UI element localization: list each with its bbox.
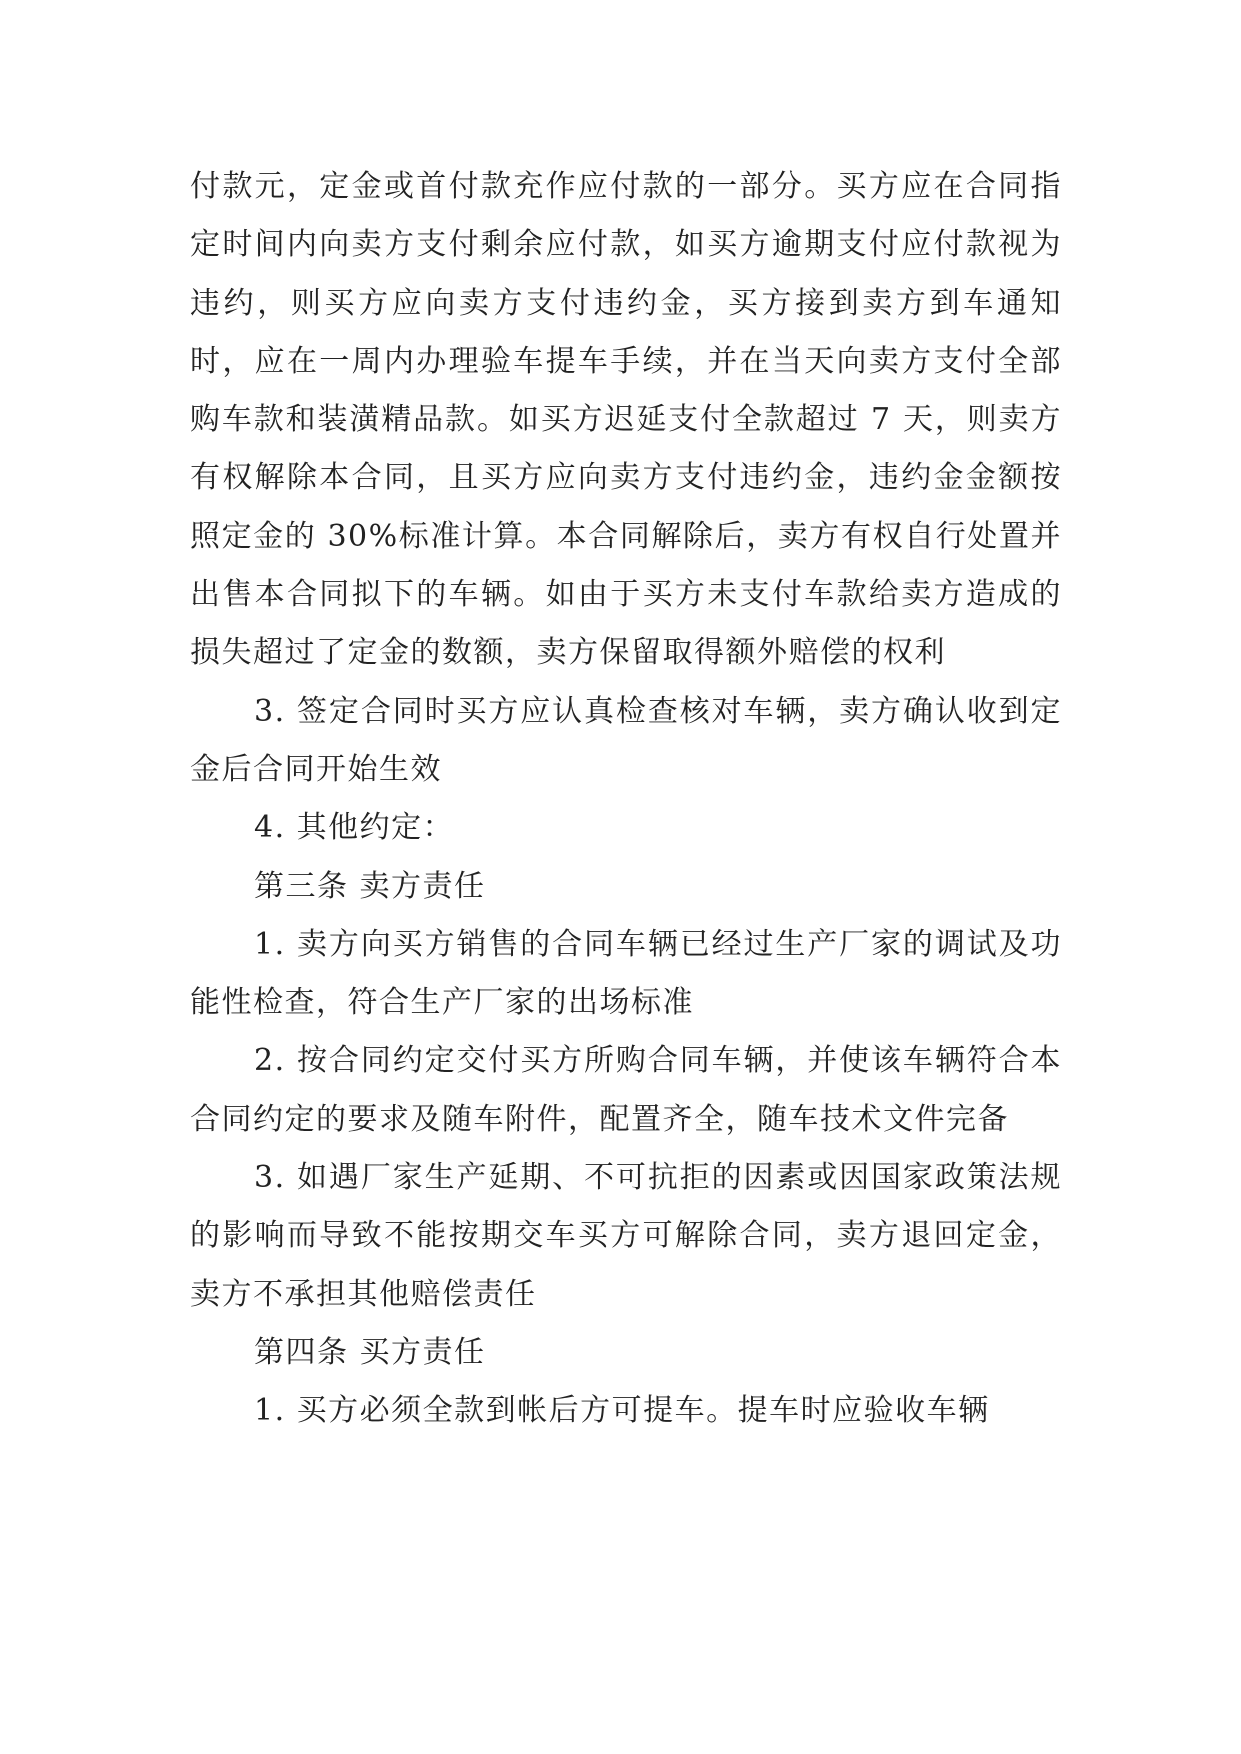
section-heading-article-4: 第四条 买方责任 <box>254 1334 486 1370</box>
paragraph-clause-3-item-1: 1. 卖方向买方销售的合同车辆已经过生产厂家的调试及功能性检查，符合生产厂家的出场标准 <box>190 926 1062 1021</box>
paragraph-clause-2-item-3: 3. 签定合同时买方应认真检查核对车辆，卖方确认收到定金后合同开始生效 <box>190 693 1062 787</box>
paragraph-clause-3-item-3: 3. 如遇厂家生产延期、不可抗拒的因素或因国家政策法规的影响而导致不能按期交车买方可解除合同，卖方退回定金，卖方不承担其他赔偿责任 <box>190 1160 1062 1312</box>
paragraph-clause-3-item-2: 2. 按合同约定交付买方所购合同车辆，并使该车辆符合本合同约定的要求及随车附件，配置齐全，随车技术文件完备 <box>190 1043 1062 1137</box>
paragraph-clause-4-item-1: 1. 买方必须全款到帐后方可提车。提车时应验收车辆 <box>254 1393 990 1429</box>
document-body <box>190 158 1062 1441</box>
paragraph-payment-terms: 付款元，定金或首付款充作应付款的一部分。买方应在合同指定时间内向卖方支付剩余应付款，如买方逾期支付应付款视为违约，则买方应向卖方支付违约金，买方接到卖方到车通知时，应在一周内办理验车提车手续，并在当天向卖方支付全部购车款和装潢精品款。如买方迟延支付全款超过 7 天，则卖方有权解除本合同，且买方应向卖方支付违约金，违约金金额按照定金的 30%标准计算。本合同解除后，卖方有权自行处置并出售本合同拟下的车辆。如由于买方未支付车款给卖方造成的损失超过了定金的数额，卖方保留取得额外赔偿的权利 <box>190 169 1062 671</box>
section-heading-article-3: 第三条 卖方责任 <box>254 868 486 904</box>
paragraph-clause-2-item-4: 4. 其他约定： <box>254 810 455 846</box>
